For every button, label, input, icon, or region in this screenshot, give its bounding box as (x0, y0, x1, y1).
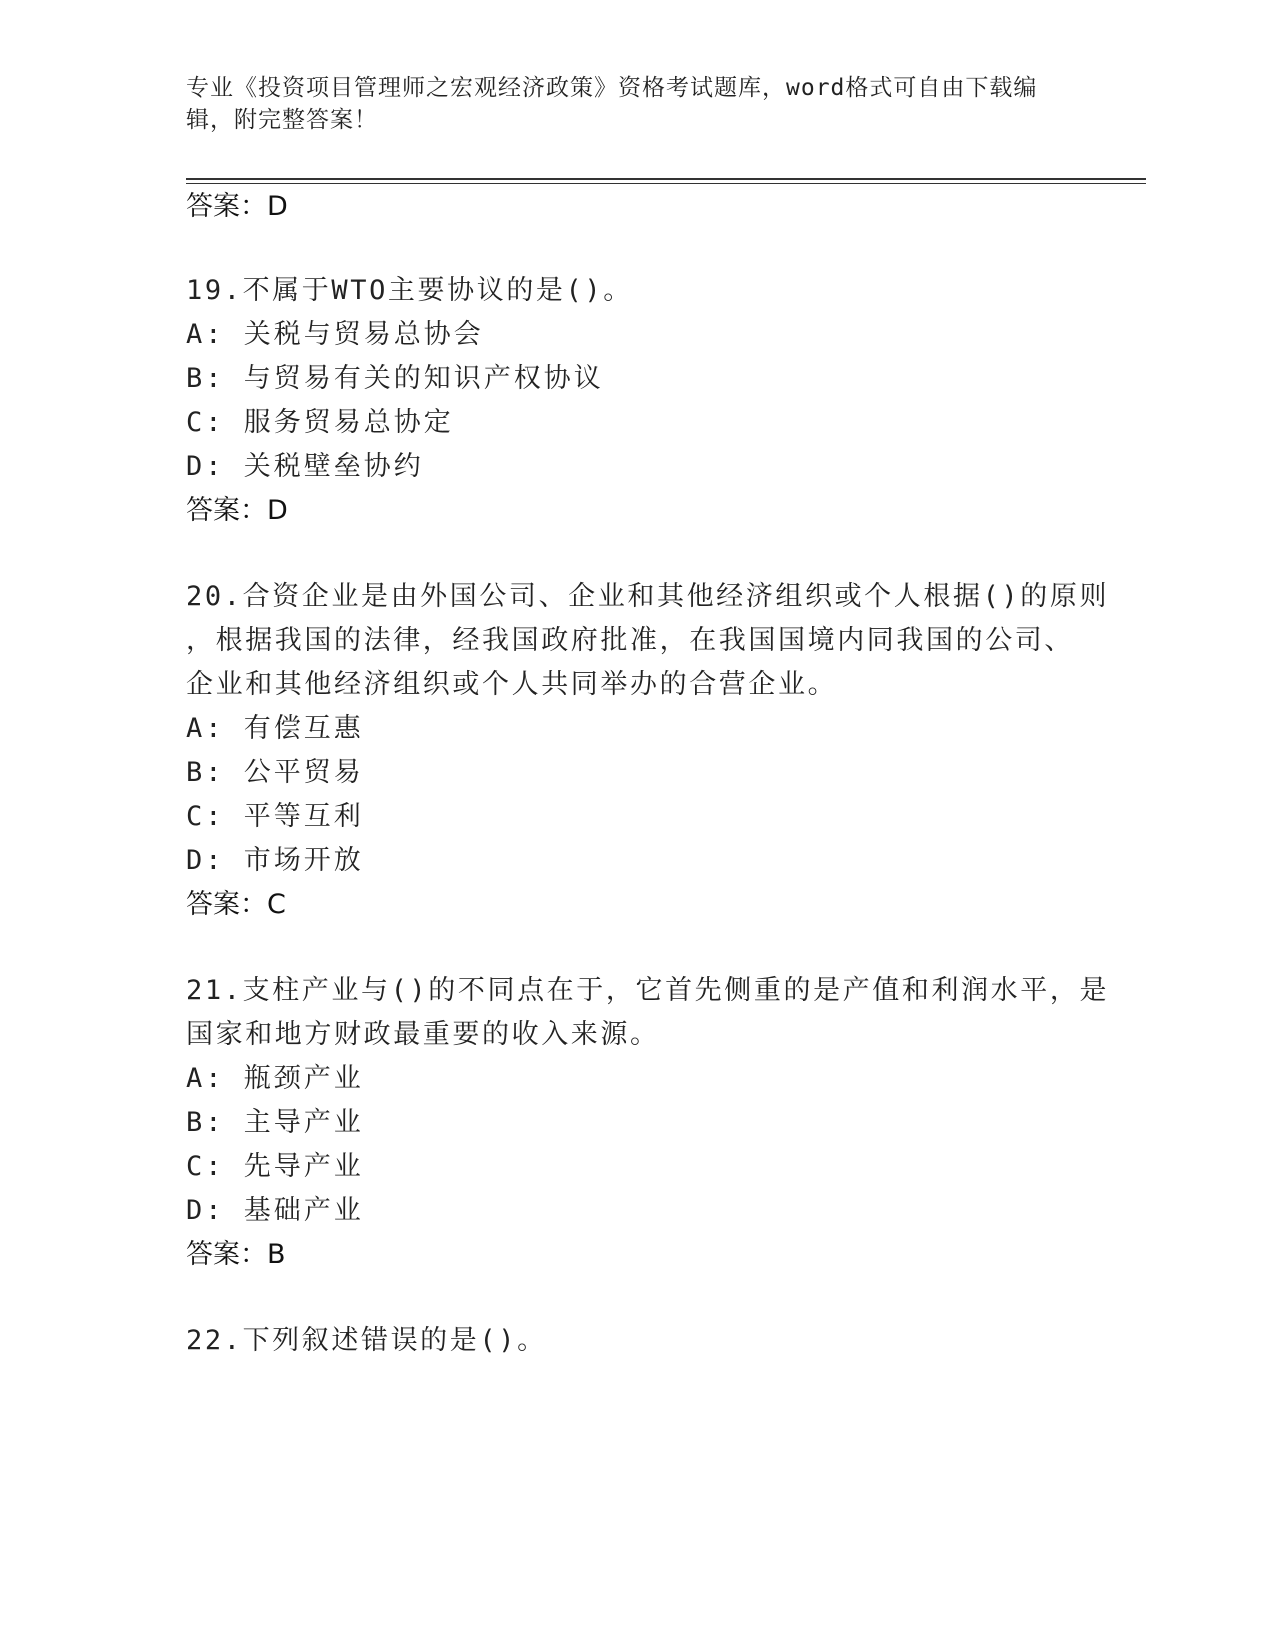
header-rule-thick (186, 178, 1146, 180)
header-rule-thin (186, 183, 1146, 184)
question-20-option-c: C: 平等互利 (186, 801, 364, 832)
question-20-text-line-1: 20.合资企业是由外国公司、企业和其他经济组织或个人根据()的原则 (186, 581, 1110, 612)
question-21-option-d: D: 基础产业 (186, 1195, 364, 1226)
question-20-option-d: D: 市场开放 (186, 845, 364, 876)
question-19-option-d: D: 关税壁垒协约 (186, 451, 424, 482)
header-line-1: 专业《投资项目管理师之宏观经济政策》资格考试题库，word格式可自由下载编 (186, 75, 1038, 101)
question-21-option-c: C: 先导产业 (186, 1151, 364, 1182)
question-21-answer: 答案：B (186, 1239, 286, 1270)
question-19-option-c: C: 服务贸易总协定 (186, 407, 454, 438)
question-20-option-a: A: 有偿互惠 (186, 713, 364, 744)
question-19-text: 19.不属于WTO主要协议的是()。 (186, 275, 633, 306)
question-21-text-line-1: 21.支柱产业与()的不同点在于，它首先侧重的是产值和利润水平，是 (186, 975, 1110, 1006)
question-20-text-line-3: 企业和其他经济组织或个人共同举办的合营企业。 (186, 669, 838, 700)
question-20-option-b: B: 公平贸易 (186, 757, 364, 788)
question-21-option-b: B: 主导产业 (186, 1107, 364, 1138)
question-20-answer: 答案：C (186, 889, 286, 920)
question-19-answer: 答案：D (186, 495, 288, 526)
question-21-option-a: A: 瓶颈产业 (186, 1063, 364, 1094)
answer-previous: 答案：D (186, 191, 288, 222)
question-21-text-line-2: 国家和地方财政最重要的收入来源。 (186, 1019, 660, 1050)
question-20-text-line-2: ，根据我国的法律，经我国政府批准，在我国国境内同我国的公司、 (186, 625, 1074, 656)
header-line-2: 辑，附完整答案！ (186, 107, 378, 133)
question-19-option-a: A: 关税与贸易总协会 (186, 319, 484, 350)
document-header (186, 72, 1066, 136)
question-19-option-b: B: 与贸易有关的知识产权协议 (186, 363, 604, 394)
question-22-text: 22.下列叙述错误的是()。 (186, 1325, 547, 1356)
